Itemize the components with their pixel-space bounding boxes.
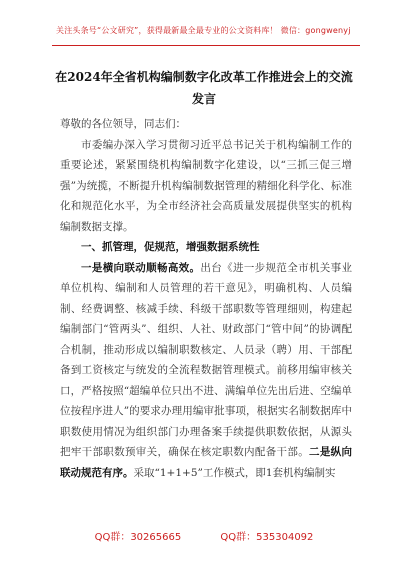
lead-phrase-1: 一是横向联动顺畅高效。 (81, 261, 201, 274)
intro-paragraph: 市委编办深入学习贯彻习近平总书记关于机构编制工作的重要论述，紧紧围绕机构编制数字化建设，以“三抓三促三增强”为统揽，不断提升机构编制数据管理的精细化科学化、标准化和规范化水平，为全市经济社会高质量发展提供坚实的机构编制数据支撑。 (60, 138, 352, 233)
page-header (0, 0, 408, 62)
header-notice: 关注头条号“公文研究”，获得最新最全最专业的公文资料库！ 微信：gongwenyj (56, 26, 351, 35)
footer-qq-group-1: QQ群：30265665 (94, 532, 182, 543)
header-divider (52, 45, 360, 46)
document-body (60, 114, 352, 483)
salutation: 尊敬的各位领导，同志们： (60, 118, 186, 130)
paragraph-text-1: 出台《进一步规范全市机关事业单位机构、编制和人员管理的若干意见》，明确机构、人员编制、经费调整、核减手续、科级干部职数等管理细则，构建起编制部门“管两头”、组织、人社、财政部门“管中间”的协调配合机制，推动形成以编制职数核定、人员录（聘）用、干部配备到工资核定与统发的全流程数据管理模式。前移用编审核关口，严格按照“超编单位只出不进、满编单位先出后进、空编单位按程序进人”的要求办理用编审批事项，根据实名制数据库中职数使用情况为组织部门办理备案手续提供职数依据，从源头把牢干部职数预审关，确保在核定职数内配备干部。 (60, 261, 353, 458)
section-heading-1: 一、抓管理，促规范，增强数据系统性 (81, 241, 260, 253)
section-paragraph-1 (60, 258, 352, 484)
lead-phrase-2: 二是纵向联动规范有序。 (60, 446, 353, 479)
page-footer (0, 528, 408, 550)
paragraph-text-2: 采取“1+1+5”工作模式，即1套机构编制实 (133, 466, 336, 479)
document-title: 在2024年全省机构编制数字化改革工作推进会上的交流发言 (55, 70, 353, 106)
footer-qq-group-2: QQ群：535304092 (220, 532, 314, 543)
